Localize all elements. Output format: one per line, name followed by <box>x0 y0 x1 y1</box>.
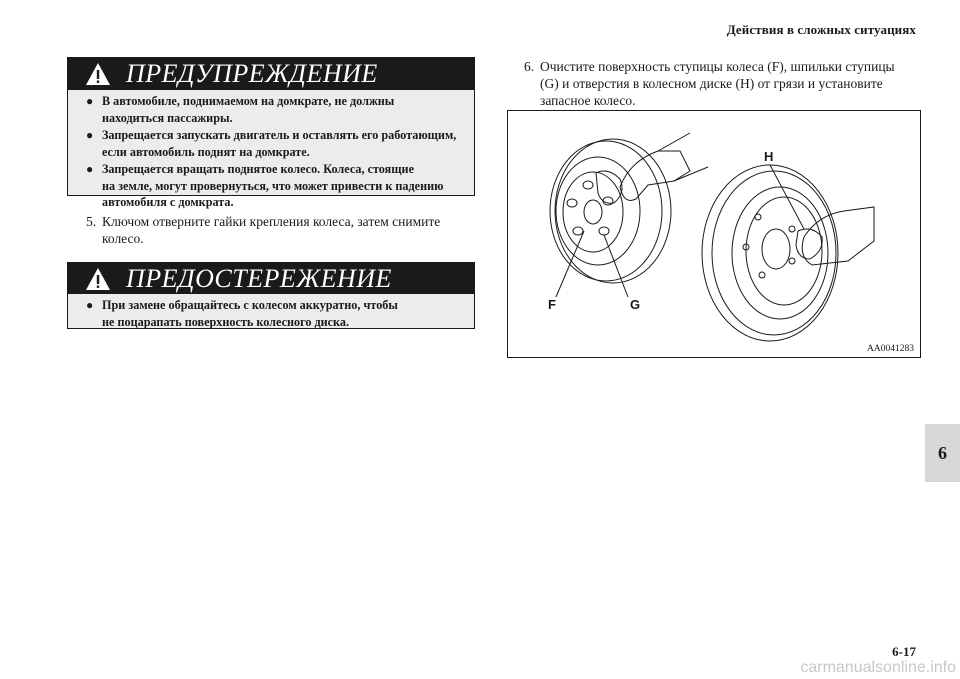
wheel-cleaning-illustration <box>507 110 921 358</box>
section-tab: 6 <box>925 424 960 482</box>
bullet-icon: ● <box>86 298 94 312</box>
warning-title: ПРЕДУПРЕЖДЕНИЕ <box>126 59 378 88</box>
page-header-title: Действия в сложных ситуациях <box>726 22 916 37</box>
warning-item <box>86 127 464 160</box>
caution-title: ПРЕДОСТЕРЕЖЕНИЕ <box>126 263 392 293</box>
step-5 <box>86 213 476 247</box>
label-f: F <box>548 297 556 312</box>
warning-item-line: автомобиля с домкрата. <box>102 195 234 209</box>
bullet-icon: ● <box>86 162 94 176</box>
warning-box <box>67 57 475 209</box>
warning-item-line: Запрещается вращать поднятое колесо. Колеса, стоящие <box>102 162 414 176</box>
caution-item-line: При замене обращайтесь с колесом аккуратно, чтобы <box>102 298 398 312</box>
wheel-disc <box>746 197 822 305</box>
step-text-line: колесо. <box>102 231 144 246</box>
step-text-line: запасное колесо. <box>540 93 636 108</box>
cloth-left <box>596 171 622 203</box>
step-text-line: Очистите поверхность ступицы колеса (F), шпильки ступицы <box>540 59 895 74</box>
label-h: H <box>764 149 774 164</box>
figure-code: AA0041283 <box>867 344 914 354</box>
hub-stud <box>567 199 577 207</box>
warning-triangle-icon <box>84 61 112 87</box>
caution-triangle-icon <box>84 266 112 292</box>
hub-stud <box>573 227 583 235</box>
warning-item-line: Запрещается запускать двигатель и оставлять его работающим, <box>102 128 457 142</box>
center-bore <box>762 229 790 269</box>
step-text-line: Ключом отверните гайки крепления колеса, затем снимите <box>102 214 441 229</box>
hub-stud <box>583 181 593 189</box>
step-number: 5. <box>86 214 97 229</box>
warning-item-line: находиться пассажиры. <box>102 110 233 125</box>
label-g: G <box>630 297 641 312</box>
step-text-line: (G) и отверстия в колесном диске (H) от грязи и установите <box>540 76 883 91</box>
warning-body <box>68 90 474 218</box>
warning-header <box>68 58 474 90</box>
bullet-icon: ● <box>86 128 94 142</box>
warning-item-line: В автомобиле, поднимаемом на домкрате, не должны <box>102 94 395 108</box>
cloth-right <box>796 229 822 259</box>
page-number: 6-17 <box>892 644 916 659</box>
bullet-icon: ● <box>86 94 94 108</box>
leader-h <box>770 165 804 229</box>
caution-item <box>86 297 464 330</box>
caution-header <box>68 263 474 294</box>
watermark: carmanualsonline.info <box>800 659 956 676</box>
step-6 <box>524 58 924 109</box>
warning-item <box>86 93 464 126</box>
warning-item-line: если автомобиль поднят на домкрате. <box>102 144 310 159</box>
leader-g <box>604 235 628 297</box>
hub-stud <box>603 197 613 205</box>
step-number: 6. <box>524 59 535 74</box>
caution-item-line: не поцарапать поверхность колесного диска. <box>102 314 350 329</box>
warning-item <box>86 161 464 211</box>
hub-stud <box>599 227 609 235</box>
warning-item-line: на земле, могут провернуться, что может привести к падению <box>102 178 444 193</box>
caution-body <box>68 294 474 337</box>
wheel-illustration-svg <box>508 111 920 357</box>
caution-box <box>67 262 475 329</box>
